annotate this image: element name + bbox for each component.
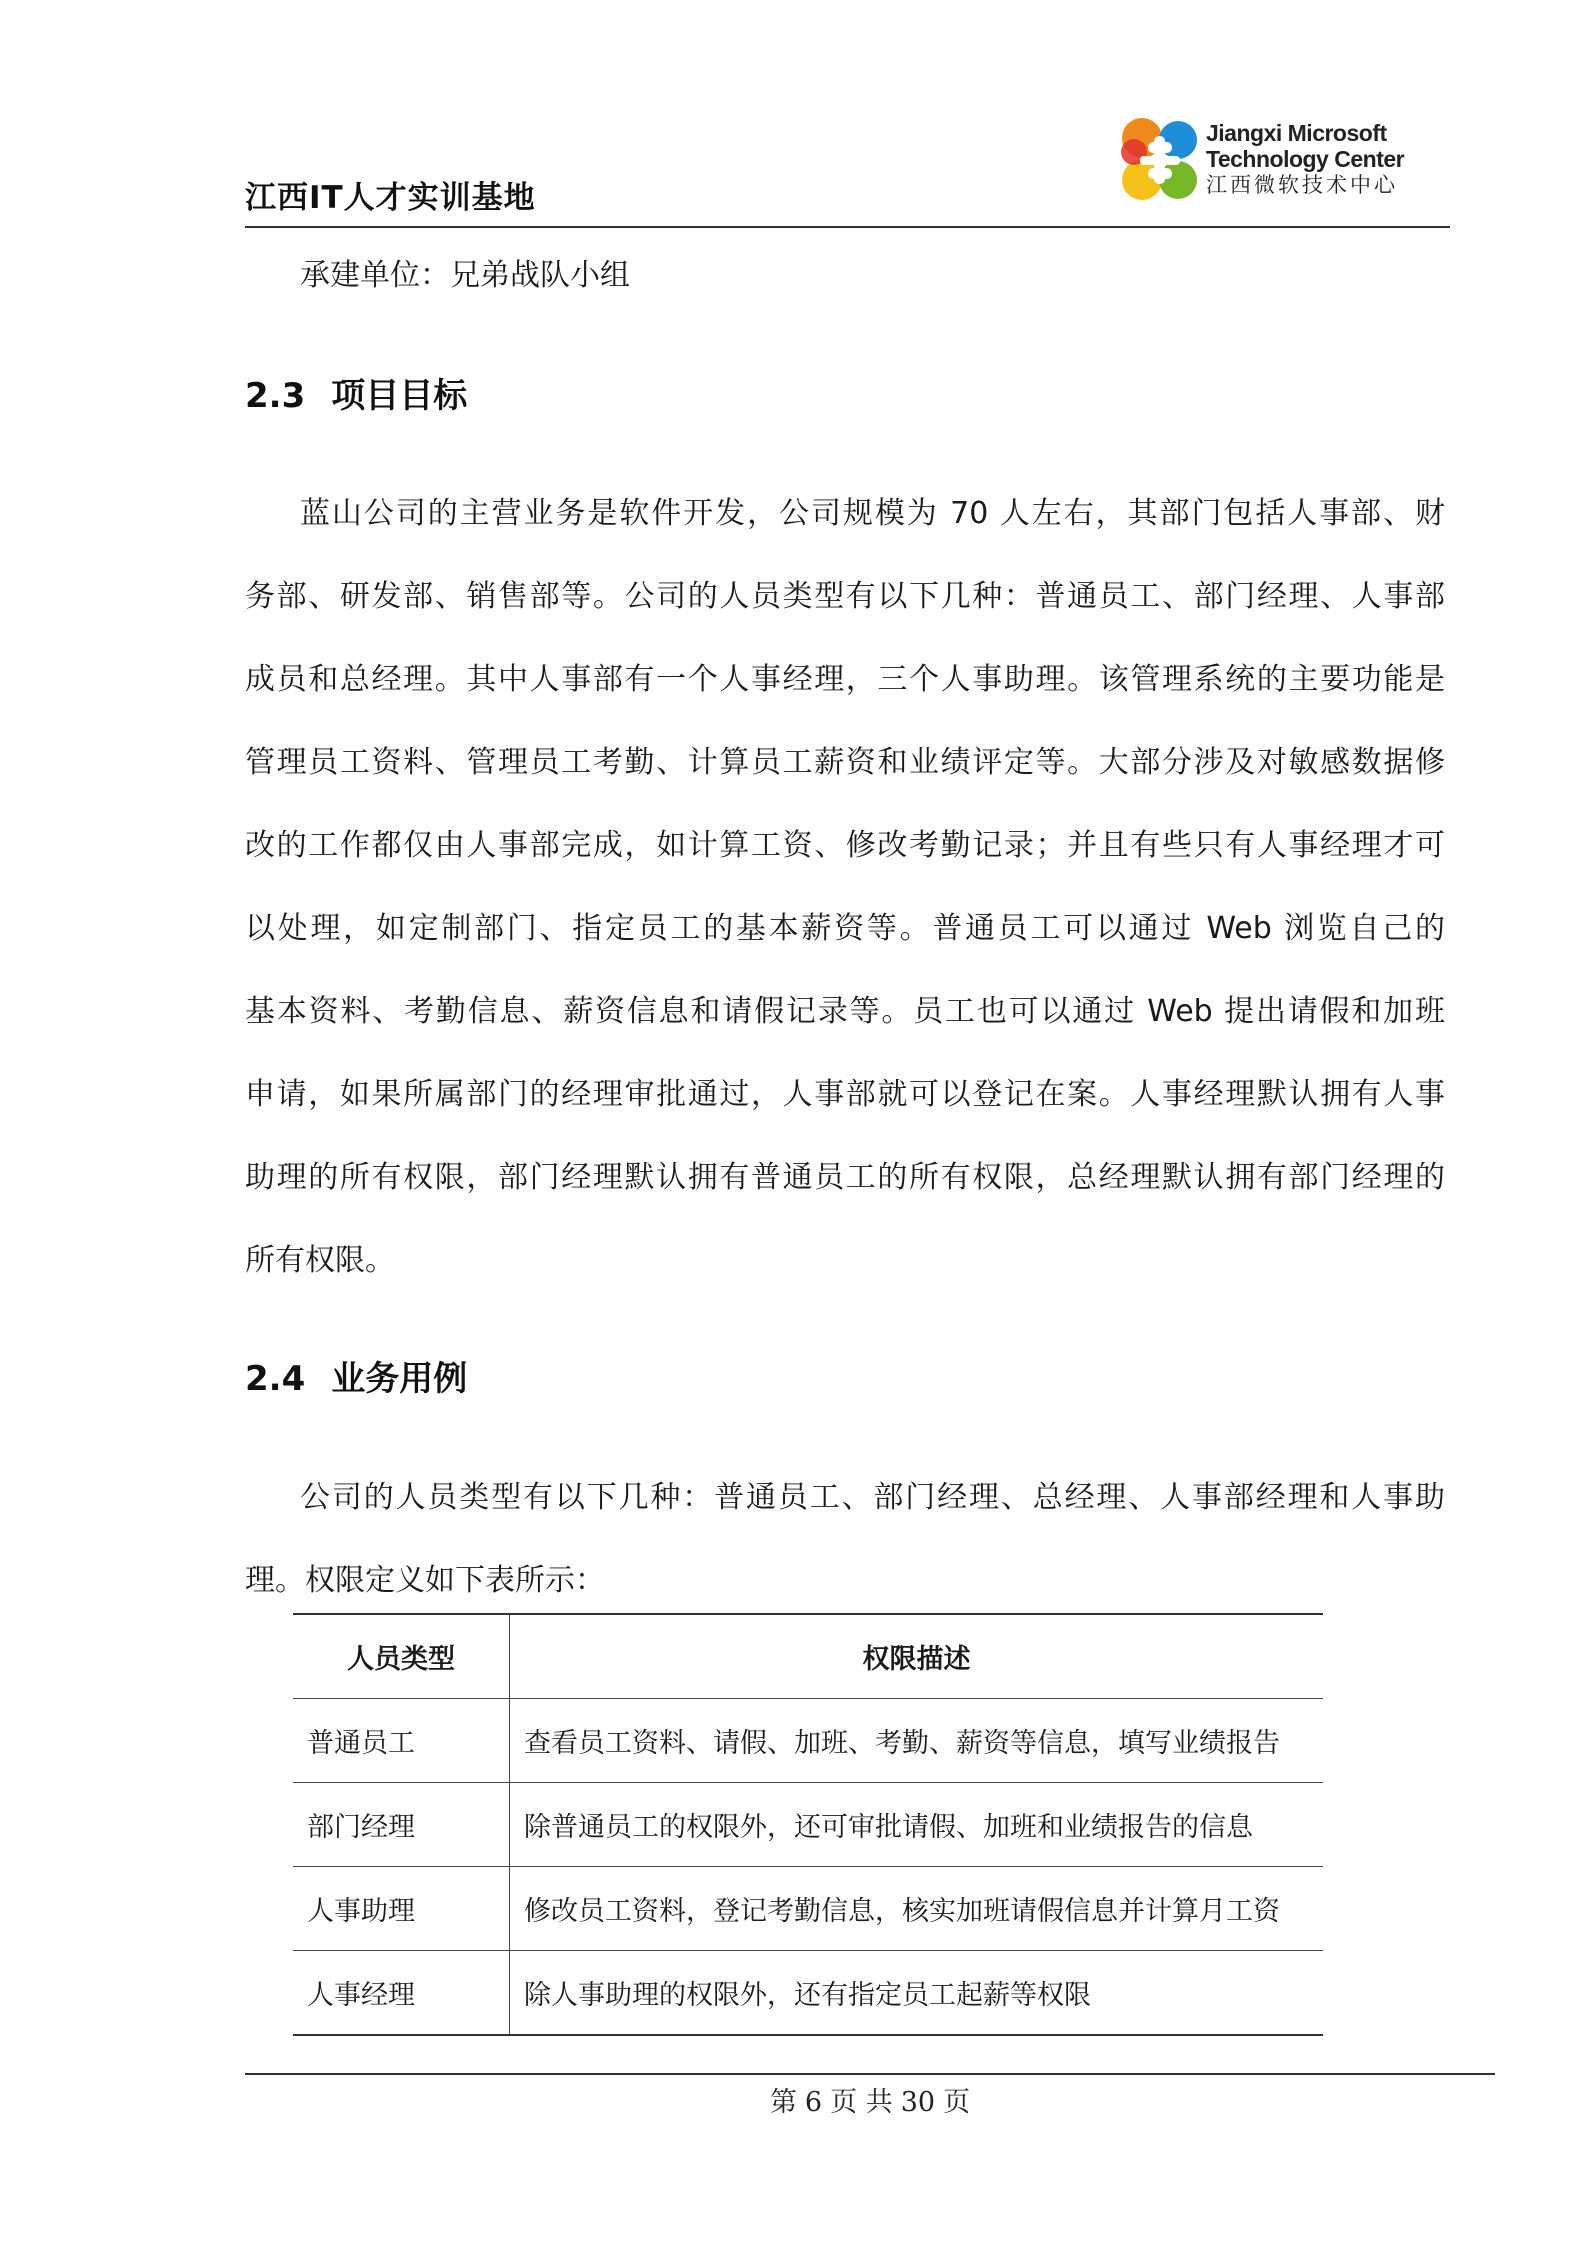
section-title: 项目目标 [331,376,468,416]
paragraph-line: 助理的所有权限，部门经理默认拥有普通员工的所有权限，总经理默认拥有部门经理的 [245,1160,1445,1195]
paragraph-line: 务部、研发部、销售部等。公司的人员类型有以下几种：普通员工、部门经理、人事部 [245,579,1445,614]
page-label-mid: 页 共 [830,2087,893,2118]
paragraph-line: 基本资料、考勤信息、薪资信息和请假记录等。员工也可以通过 Web 提出请假和加班 [245,994,1445,1029]
section-number: 2.4 [245,1359,306,1399]
page-label-suffix: 页 [943,2087,971,2118]
table-cell-permission: 除人事助理的权限外，还有指定员工起薪等权限 [510,1951,1324,2036]
jiangxi-microsoft-logo [1118,116,1458,212]
column-header: 人员类型 [347,1644,455,1675]
paragraph-line: 成员和总经理。其中人事部有一个人事经理，三个人事助理。该管理系统的主要功能是 [245,662,1445,697]
page-label-prefix: 第 [769,2087,797,2118]
section-heading-2-3 [245,368,467,417]
current-page: 6 [804,2087,823,2118]
intro-line: 承建单位：兄弟战队小组 [300,258,630,293]
permissions-table [293,1613,1323,2036]
table-cell-role: 人事经理 [307,1980,415,2011]
logo-line-1: Jiangxi Microsoft [1206,120,1387,146]
section-number: 2.3 [245,376,306,416]
paragraph-line: 管理员工资料、管理员工考勤、计算员工薪资和业绩评定等。大部分涉及对敏感数据修 [245,745,1445,780]
logo-line-3: 江西微软技术中心 [1206,173,1398,197]
header-divider [245,226,1450,228]
paragraph-line: 蓝山公司的主营业务是软件开发，公司规模为 70 人左右，其部门包括人事部、财 [300,496,1445,531]
table-cell-role: 部门经理 [307,1812,415,1843]
paragraph-line: 改的工作都仅由人事部完成，如计算工资、修改考勤记录；并且有些只有人事经理才可 [245,828,1445,863]
total-pages: 30 [900,2087,936,2118]
column-header: 权限描述 [510,1614,1324,1699]
paragraph-line: 公司的人员类型有以下几种：普通员工、部门经理、总经理、人事部经理和人事助 [300,1480,1445,1515]
logo-mark-icon [1118,116,1204,206]
table-cell-permission: 修改员工资料，登记考勤信息，核实加班请假信息并计算月工资 [510,1867,1324,1951]
paragraph-line: 所有权限。 [245,1243,395,1278]
section-heading-2-4 [245,1351,467,1400]
paragraph-line: 申请，如果所属部门的经理审批通过，人事部就可以登记在案。人事经理默认拥有人事 [245,1077,1445,1112]
table-row [293,1699,1323,1783]
paragraph-line: 理。权限定义如下表所示： [245,1563,605,1598]
paragraph-line: 以处理，如定制部门、指定员工的基本薪资等。普通员工可以通过 Web 浏览自己的 [245,911,1445,946]
table-cell-permission: 除普通员工的权限外，还可审批请假、加班和业绩报告的信息 [510,1783,1324,1867]
table-row [293,1783,1323,1867]
table-row [293,1951,1323,2036]
table-cell-role: 普通员工 [307,1728,415,1759]
header-title: 江西IT人才实训基地 [245,180,536,216]
section-title: 业务用例 [331,1359,468,1399]
page-number [245,2080,1495,2119]
table-cell-role: 人事助理 [307,1896,415,1927]
table-header-row [293,1614,1323,1699]
footer-divider [245,2073,1495,2075]
table-row [293,1867,1323,1951]
table-cell-permission: 查看员工资料、请假、加班、考勤、薪资等信息，填写业绩报告 [510,1699,1324,1783]
logo-line-2: Technology Center [1206,146,1405,172]
